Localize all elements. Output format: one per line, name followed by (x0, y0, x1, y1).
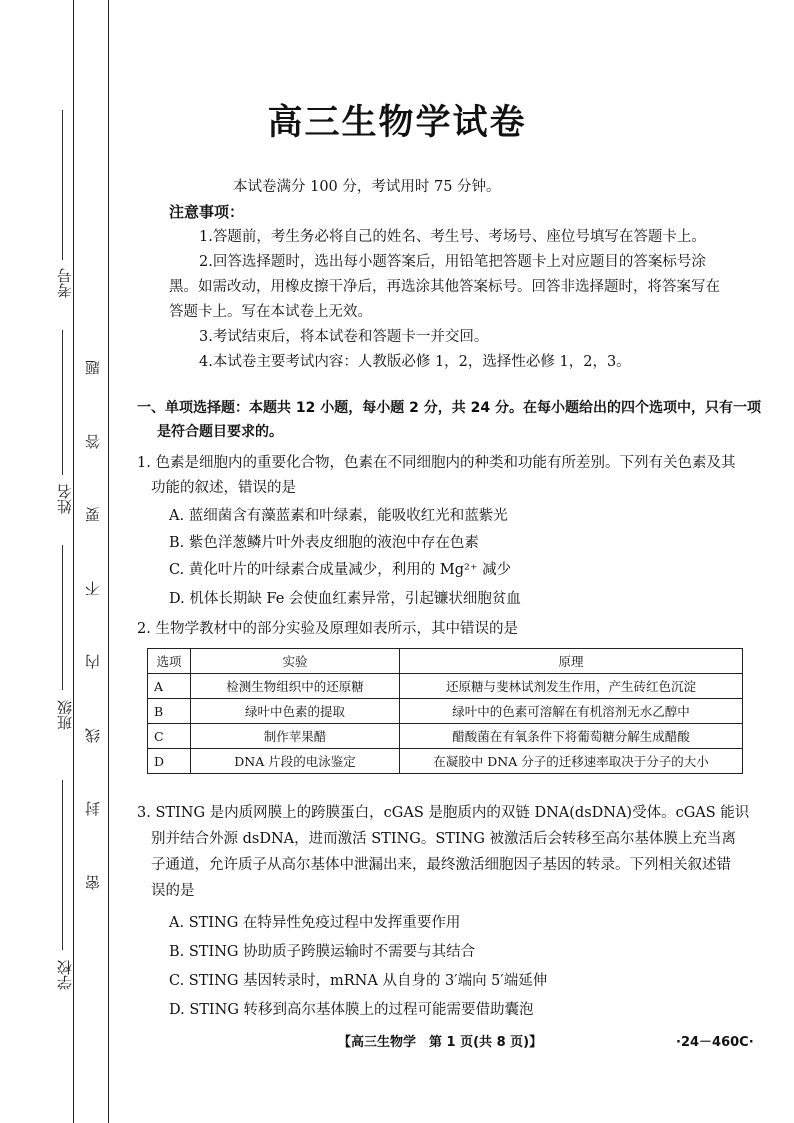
q2-table (147, 648, 743, 774)
table-cell: A (148, 674, 191, 699)
table-row (148, 674, 743, 699)
seal-char: 内 (83, 654, 102, 670)
field-class-label: 班级 (56, 700, 74, 730)
table-cell: 绿叶中色素的提取 (191, 699, 400, 724)
section-heading-cont: 是符合题目要求的。 (157, 424, 283, 440)
table-header: 实验 (191, 649, 400, 674)
page-code: ·24－460C· (676, 1035, 754, 1050)
seal-char: 封 (83, 801, 102, 817)
table-header-row (148, 649, 743, 674)
q1-option-a: A. 蓝细菌含有藻蓝素和叶绿素，能吸收红光和蓝紫光 (169, 508, 508, 524)
note-line: 4.本试卷主要考试内容：人教版必修 1，2，选择性必修 1，2，3。 (199, 354, 631, 370)
q3-option-b: B. STING 协助质子跨膜运输时不需要与其结合 (169, 944, 476, 960)
seal-char: 题 (83, 360, 102, 375)
note-line: 3.考试结束后，将本试卷和答题卡一并交回。 (199, 329, 489, 345)
table-header: 原理 (400, 649, 743, 674)
table-cell: C (148, 724, 191, 749)
table-cell: B (148, 699, 191, 724)
table-cell: 制作苹果醋 (191, 724, 400, 749)
q3-option-d: D. STING 转移到高尔基体膜上的过程可能需要借助囊泡 (169, 1002, 534, 1018)
note-line: 1.答题前，考生务必将自己的姓名、考生号、考场号、座位号填写在答题卡上。 (199, 229, 706, 245)
field-name-label: 姓名 (56, 484, 74, 514)
field-exam-number-label: 考号 (56, 268, 74, 298)
q3-stem: 子通道，允许质子从高尔基体中泄漏出来，最终激活细胞因子基因的转录。下列相关叙述错 (151, 857, 731, 873)
table-cell: 检测生物组织中的还原糖 (191, 674, 400, 699)
intro-text: 本试卷满分 100 分，考试用时 75 分钟。 (233, 179, 501, 195)
q1-option-d: D. 机体长期缺 Fe 会使血红素异常，引起镰状细胞贫血 (169, 591, 521, 607)
table-cell: 还原糖与斐林试剂发生作用，产生砖红色沉淀 (400, 674, 743, 699)
q1-stem-cont: 功能的叙述，错误的是 (151, 480, 296, 496)
table-cell: DNA 片段的电泳鉴定 (191, 749, 400, 774)
seal-char: 密 (83, 874, 102, 890)
seal-warning (82, 360, 102, 890)
page-footer: 【高三生物学 第 1 页(共 8 页)】 (338, 1035, 543, 1050)
field-school-label: 学校 (56, 960, 74, 990)
q3-option-c: C. STING 基因转录时，mRNA 从自身的 3′端向 5′端延伸 (169, 973, 548, 989)
table-cell: 在凝胶中 DNA 分子的迁移速率取决于分子的大小 (400, 749, 743, 774)
q1-stem: 1. 色素是细胞内的重要化合物，色素在不同细胞内的种类和功能有所差别。下列有关色素及其 (137, 455, 736, 471)
notes-heading: 注意事项： (169, 203, 245, 221)
q3-stem: 3. STING 是内质网膜上的跨膜蛋白，cGAS 是胞质内的双链 DNA(dsDNA)受体。cGAS 能识 (137, 805, 750, 821)
table-cell: D (148, 749, 191, 774)
seal-char: 不 (83, 580, 102, 596)
table-row (148, 724, 743, 749)
seal-char: 线 (83, 727, 102, 743)
page-title: 高三生物学试卷 (267, 103, 527, 143)
section-heading: 一、单项选择题：本题共 12 小题，每小题 2 分，共 24 分。在每小题给出的四个选项中，只有一项 (137, 400, 761, 416)
table-cell: 绿叶中的色素可溶解在有机溶剂无水乙醇中 (400, 699, 743, 724)
binding-line-inner (108, 0, 109, 1123)
q1-option-b: B. 紫色洋葱鳞片叶外表皮细胞的液泡中存在色素 (169, 535, 479, 551)
field-class-line (62, 545, 63, 690)
seal-char: 答 (83, 433, 102, 449)
table-header: 选项 (148, 649, 191, 674)
field-name-line (62, 330, 63, 475)
table-row (148, 699, 743, 724)
note-line: 黑。如需改动，用橡皮擦干净后，再选涂其他答案标号。回答非选择题时，将答案写在 (169, 279, 720, 295)
note-line: 2.回答选择题时，选出每小题答案后，用铅笔把答题卡上对应题目的答案标号涂 (199, 254, 706, 270)
table-row (148, 749, 743, 774)
binding-line-outer (73, 0, 74, 1123)
q2-stem: 2. 生物学教材中的部分实验及原理如表所示，其中错误的是 (137, 621, 518, 637)
table-cell: 醋酸菌在有氧条件下将葡萄糖分解生成醋酸 (400, 724, 743, 749)
q3-stem: 误的是 (151, 883, 195, 899)
q3-option-a: A. STING 在特异性免疫过程中发挥重要作用 (169, 915, 461, 931)
field-school-line (62, 780, 63, 950)
q1-option-c: C. 黄化叶片的叶绿素合成量减少，利用的 Mg²⁺ 减少 (169, 562, 512, 578)
q3-stem: 别并结合外源 dsDNA，进而激活 STING。STING 被激活后会转移至高尔基体膜上充当离 (151, 831, 737, 847)
seal-char: 要 (83, 507, 102, 523)
note-line: 答题卡上。写在本试卷上无效。 (169, 304, 372, 320)
